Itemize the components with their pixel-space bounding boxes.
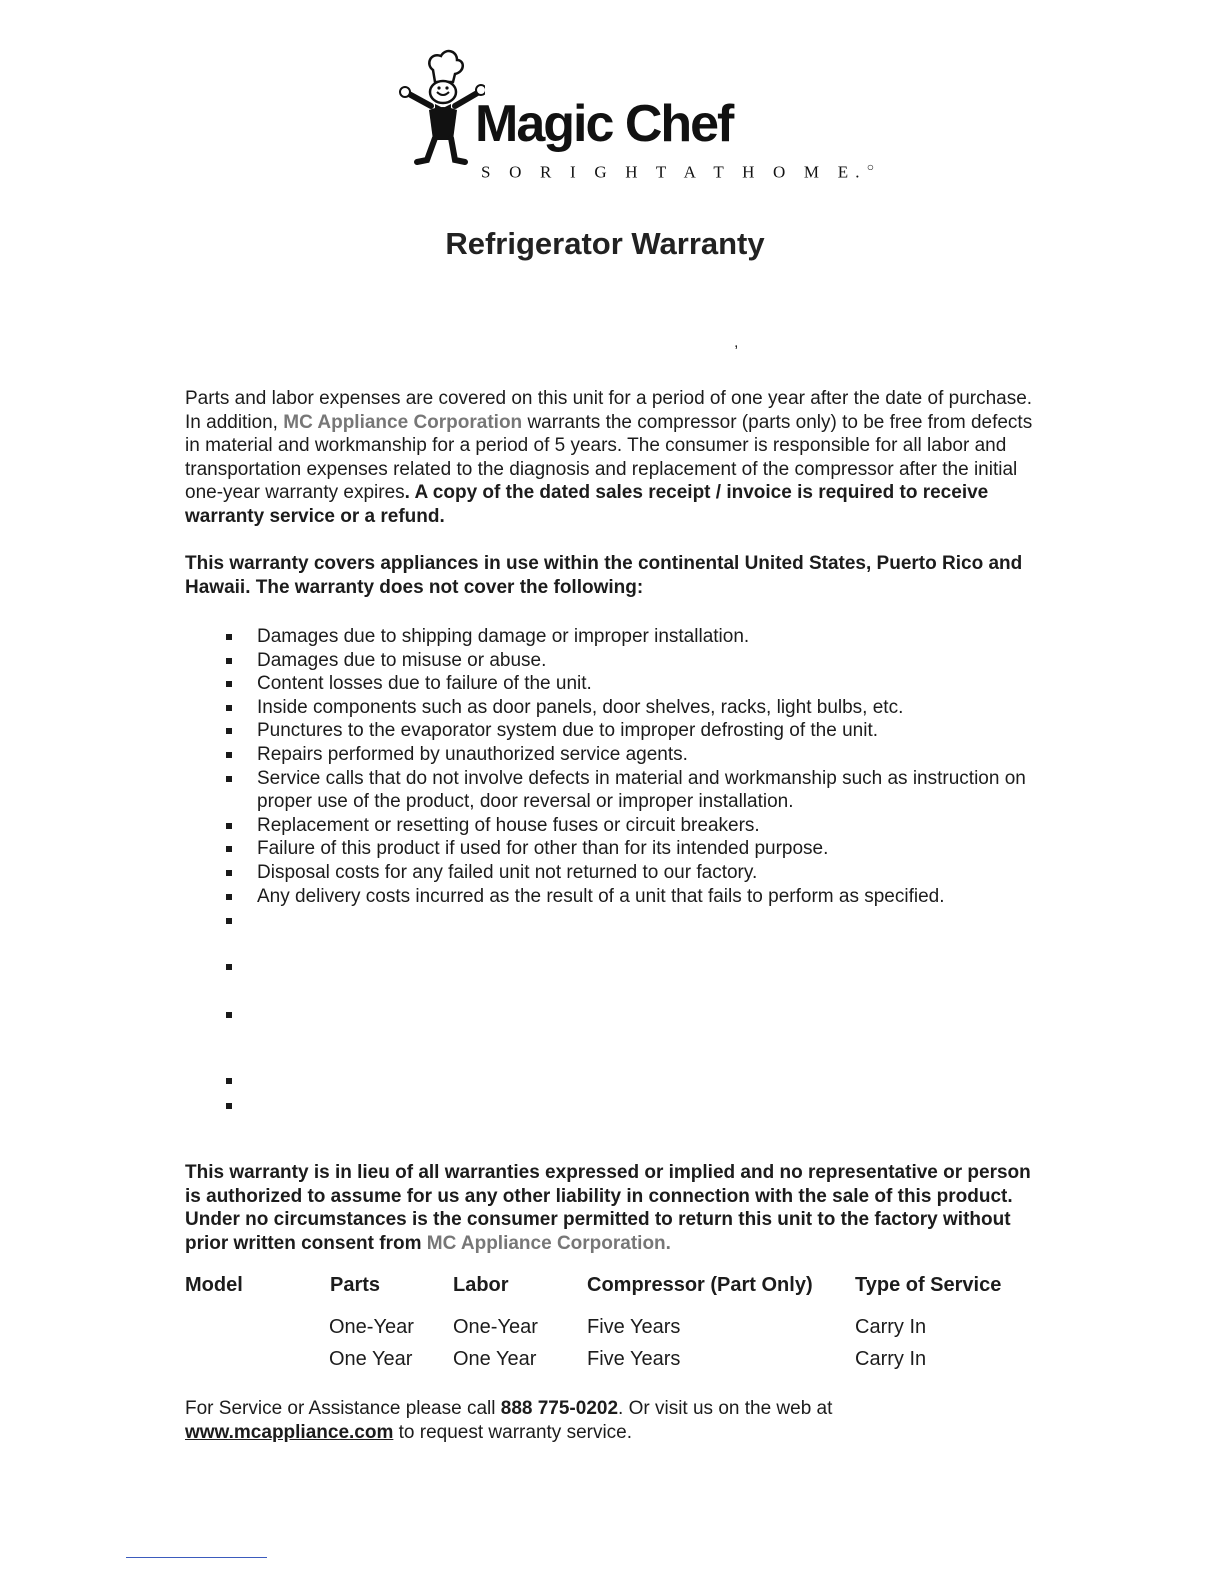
empty-bullet xyxy=(226,918,232,924)
empty-bullet xyxy=(226,1012,232,1018)
exclusions-list xyxy=(224,625,1044,908)
footer-rule xyxy=(126,1557,267,1558)
empty-bullet xyxy=(226,1078,232,1084)
page-title: Refrigerator Warranty xyxy=(445,226,765,261)
service-text-middle: . Or visit us on the web at xyxy=(618,1398,833,1419)
list-item: Repairs performed by unauthorized service agents. xyxy=(224,743,1044,767)
table-cell: One Year xyxy=(453,1348,537,1370)
service-text-suffix: to request warranty service. xyxy=(393,1421,633,1443)
table-cell: Carry In xyxy=(855,1348,927,1370)
list-item: Replacement or resetting of house fuses or circuit breakers. xyxy=(224,814,1044,838)
table-header-compressor: Compressor (Part Only) xyxy=(587,1274,813,1296)
disclaimer-text: This warranty is in lieu of all warranties expressed or implied and no representative or person is authorized to assume for us any other liability in connection with the sale of this product. Under no circumstances is the consumer permitted to return this unit to the factory without prior written consent from xyxy=(185,1162,1031,1254)
table-cell: One-Year xyxy=(329,1316,414,1338)
stray-mark: , xyxy=(734,334,739,351)
receipt-requirement: . A copy of the dated sales receipt / invoice is required to receive warranty service or a refund. xyxy=(185,482,989,527)
list-item: Damages due to shipping damage or improper installation. xyxy=(224,625,1044,649)
list-item: Disposal costs for any failed unit not returned to our factory. xyxy=(224,861,1044,885)
table-cell: Carry In xyxy=(855,1316,927,1338)
list-item: Content losses due to failure of the unit. xyxy=(224,672,1044,696)
table-header-parts: Parts xyxy=(330,1274,381,1296)
service-text-prefix: For Service or Assistance please call xyxy=(185,1398,501,1419)
list-item: Punctures to the evaporator system due to improper defrosting of the unit. xyxy=(224,719,1044,743)
brand-logo xyxy=(395,48,874,183)
company-name: MC Appliance Corporation. xyxy=(426,1232,671,1254)
chef-mascot-icon xyxy=(395,48,485,168)
scope-paragraph: This warranty covers appliances in use within the continental United States, Puerto Rico and Hawaii. The warranty does not cover the following: xyxy=(185,553,1023,598)
table-header-model: Model xyxy=(185,1274,243,1296)
empty-bullet xyxy=(226,1103,232,1109)
table-cell: One-Year xyxy=(453,1316,538,1338)
brand-name: Magic Chef xyxy=(475,95,733,153)
brand-tagline xyxy=(481,160,874,183)
coverage-text-1: Parts and labor expenses are covered on this unit for a period of one year after the date of purchase. In addition, xyxy=(185,388,1033,433)
registered-mark: ○ xyxy=(866,160,874,174)
coverage-paragraph xyxy=(185,387,1045,529)
table-cell: Five Years xyxy=(587,1316,681,1338)
service-phone[interactable]: 888 775-0202 xyxy=(500,1398,619,1419)
brand-tagline-text: S O R I G H T A T H O M E. xyxy=(481,162,867,182)
list-item: Failure of this product if used for other than for its intended purpose. xyxy=(224,837,1044,861)
list-item: Damages due to misuse or abuse. xyxy=(224,649,1044,673)
table-cell: Five Years xyxy=(587,1348,681,1370)
service-contact xyxy=(185,1397,1045,1444)
table-header-service-type: Type of Service xyxy=(855,1274,1002,1296)
table-cell: One Year xyxy=(329,1348,413,1370)
coverage-text-2: warrants the compressor (parts only) to be free from defects in material and workmanship for a period of 5 years. The consumer is responsible for all labor and transportation expenses related to the diagnosis and replacement of the compressor after the initial one-year warranty expires xyxy=(185,411,1033,504)
website-link[interactable]: www.mcappliance.com xyxy=(185,1421,394,1443)
company-name: MC Appliance Corporation xyxy=(283,411,523,433)
table-header-labor: Labor xyxy=(453,1274,509,1296)
list-item: Inside components such as door panels, door shelves, racks, light bulbs, etc. xyxy=(224,696,1044,720)
disclaimer-paragraph xyxy=(185,1161,1045,1255)
list-item: Any delivery costs incurred as the result of a unit that fails to perform as specified. xyxy=(224,885,1044,909)
empty-bullet xyxy=(226,964,232,970)
list-item: Service calls that do not involve defects in material and workmanship such as instruction on proper use of the product, door reversal or improper installation. xyxy=(224,767,1044,814)
